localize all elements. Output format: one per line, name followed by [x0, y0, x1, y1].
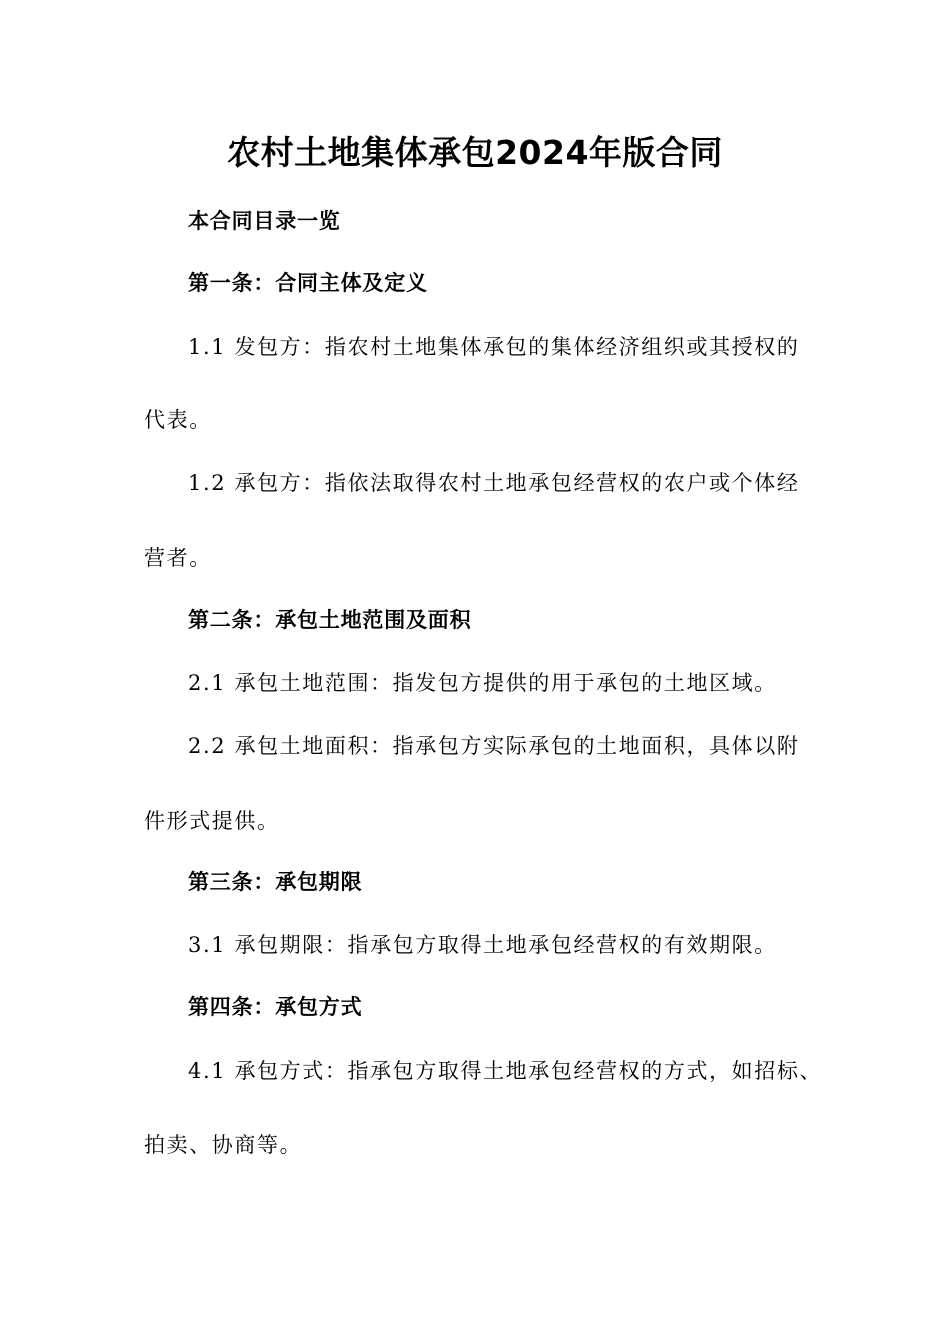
- clause-1-2-line-2: 营者。: [144, 546, 212, 570]
- article-2-heading: 第二条：承包土地范围及面积: [188, 608, 472, 632]
- document-title: 农村土地集体承包2024年版合同: [227, 133, 723, 172]
- article-3-heading: 第三条：承包期限: [188, 870, 363, 894]
- clause-2-2-line-1: 2.2 承包土地面积：指承包方实际承包的土地面积，具体以附: [188, 734, 800, 758]
- clause-1-1-line-2: 代表。: [144, 408, 212, 432]
- article-1-heading: 第一条：合同主体及定义: [188, 271, 428, 295]
- clause-4-1-line-2: 拍卖、协商等。: [144, 1133, 303, 1157]
- clause-2-1-line-1: 2.1 承包土地范围：指发包方提供的用于承包的土地区域。: [188, 671, 777, 695]
- clause-2-2-line-2: 件形式提供。: [144, 809, 280, 833]
- toc-heading: 本合同目录一览: [188, 209, 341, 233]
- clause-4-1-line-1: 4.1 承包方式：指承包方取得土地承包经营权的方式，如招标、: [188, 1059, 823, 1083]
- article-4-heading: 第四条：承包方式: [188, 995, 363, 1019]
- clause-1-2-line-1: 1.2 承包方：指依法取得农村土地承包经营权的农户或个体经: [188, 471, 800, 495]
- clause-1-1-line-1: 1.1 发包方：指农村土地集体承包的集体经济组织或其授权的: [188, 335, 800, 359]
- clause-3-1-line-1: 3.1 承包期限：指承包方取得土地承包经营权的有效期限。: [188, 933, 777, 957]
